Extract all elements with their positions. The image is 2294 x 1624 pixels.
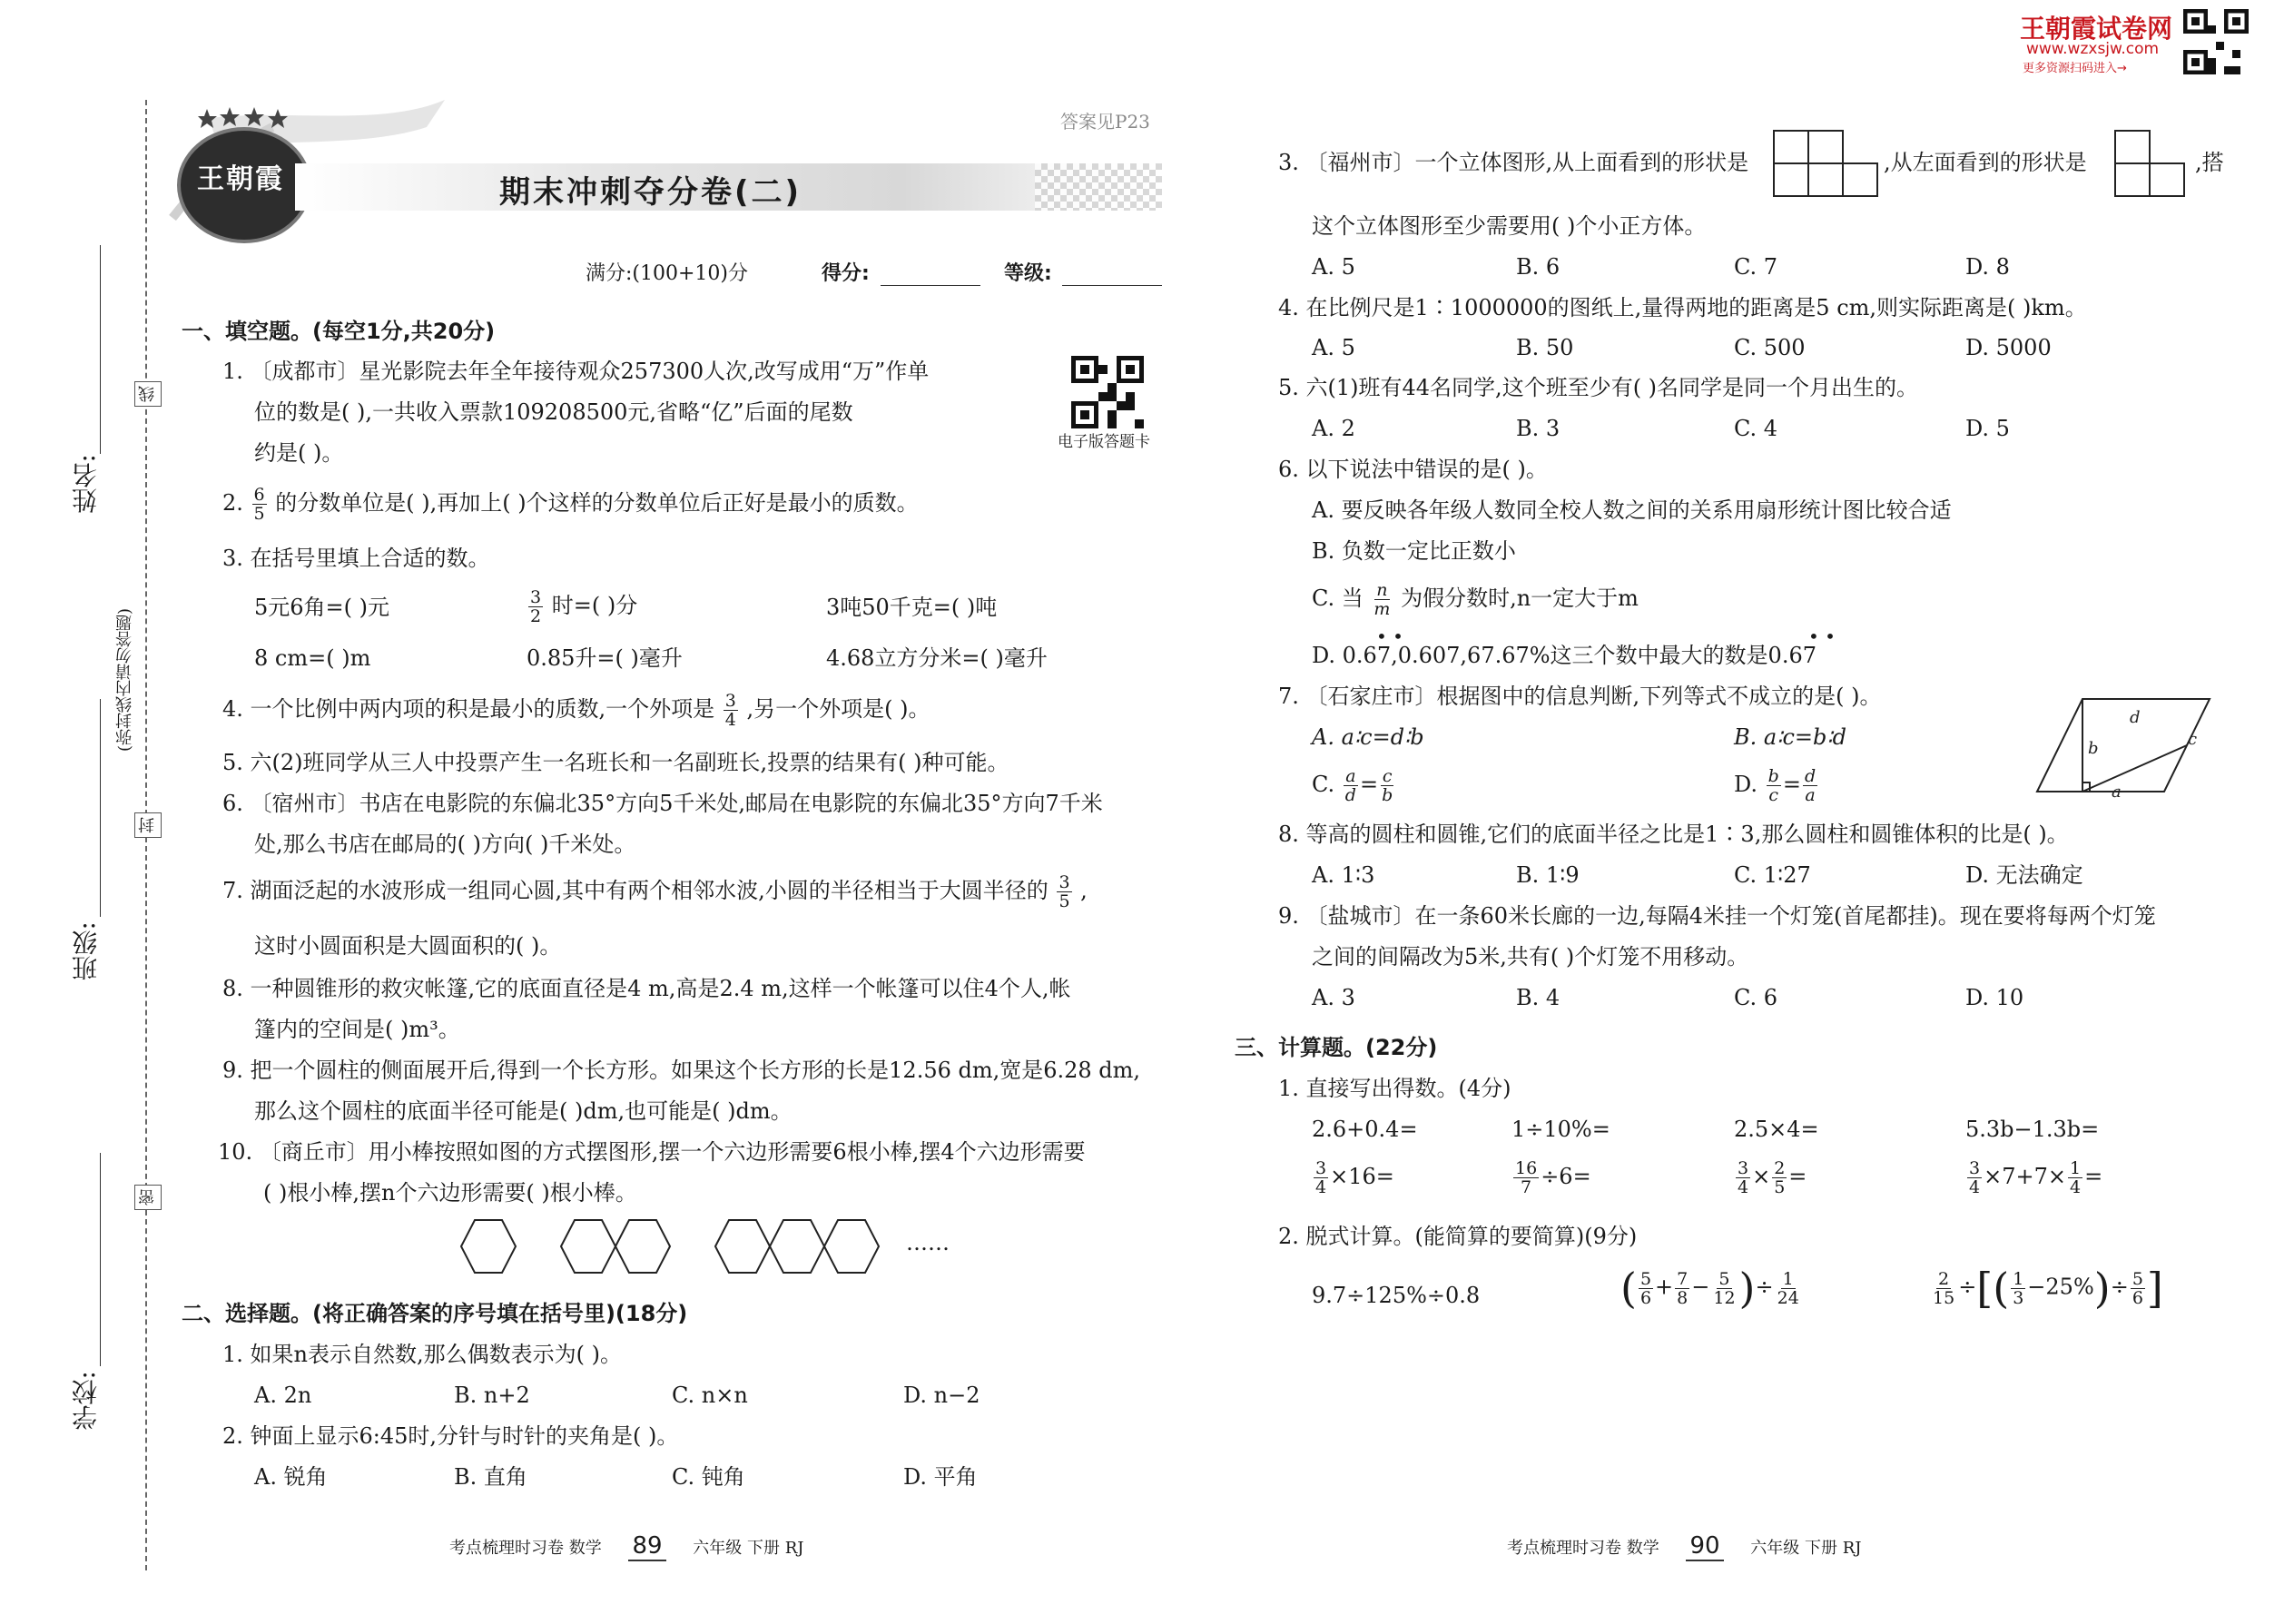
s2-q7-option-b[interactable]: B. a∶c=b∶d <box>1734 724 1846 750</box>
checker-pattern <box>1035 163 1162 211</box>
s3-q1: 1. 直接写出得数。(4分) <box>1278 1076 1511 1101</box>
class-label: 班级: <box>71 921 101 981</box>
left-view-figure <box>2113 129 2188 198</box>
page-number: 89 <box>628 1532 665 1561</box>
s2-q6-option-d[interactable]: D. 0.67,0.607,67.67%这三个数中最大的数是0.67 <box>1312 643 1816 668</box>
s2-q8-option[interactable]: D. 无法确定 <box>1965 862 2083 888</box>
fraction: $\frac{3}{4}$ <box>1315 1158 1327 1197</box>
seal-note: (弥封线内请勿答题) <box>115 608 134 753</box>
school-blank-line <box>100 1153 101 1366</box>
operator: ×7+7× <box>1984 1164 2066 1189</box>
s2-q7: 7. 〔石家庄市〕根据图中的信息判断,下列等式不成立的是( )。 <box>1278 684 1882 709</box>
fraction: $\frac{5}{12}$ <box>1713 1268 1736 1308</box>
operator: × <box>1752 1164 1771 1189</box>
s1-q2 <box>222 486 919 523</box>
s1-q3-c: 3吨50千克=( )吨 <box>826 595 998 620</box>
q3-b-text: 时=( )分 <box>551 593 638 618</box>
fraction: $\frac{5}{6}$ <box>1639 1268 1652 1308</box>
fraction: $\frac{3}{4}$ <box>1738 1158 1749 1197</box>
expr-2: ( $\frac{5}{6}$ + $\frac{7}{8}$ − $\frac{5}{12}$ )÷ $\frac{1}{24}$ <box>1620 1264 1799 1313</box>
s1-q3-f: 4.68立方分米=( )毫升 <box>826 645 1048 671</box>
s2-q9-line2: 之间的间隔改为5米,共有( )个灯笼不用移动。 <box>1312 944 1749 969</box>
page-number: 90 <box>1686 1532 1723 1561</box>
seal-mark-mi: 密 <box>134 1185 162 1210</box>
score-blank[interactable] <box>881 285 980 286</box>
score-label: 得分: <box>822 262 870 285</box>
s1-q6-line2: 处,那么书店在邮局的( )方向( )千米处。 <box>254 832 636 857</box>
s2-q3-line1 <box>1278 147 1748 178</box>
s2-q3-post: ,搭 <box>2195 150 2224 175</box>
s2-q5-option[interactable]: A. 2 <box>1312 416 1355 441</box>
s1-q9-line2: 那么这个圆柱的底面半径可能是( )dm,也可能是( )dm。 <box>254 1098 793 1124</box>
repeating-dot-mark: • • <box>1376 625 1403 647</box>
fig-label: d <box>2130 708 2141 727</box>
brand-subtitle: 更多资源扫码进入→ <box>2023 62 2127 75</box>
calc-tail: ÷6= <box>1541 1164 1591 1189</box>
fraction: $\frac{16}{7}$ <box>1515 1158 1538 1197</box>
s1-q3-d: 8 cm=( )m <box>254 645 371 671</box>
calc-item <box>1511 1159 1591 1196</box>
s2-q3-mid: ,从左面看到的形状是 <box>1884 150 2087 175</box>
seal-mark-feng: 封 <box>134 812 162 838</box>
s2-q5-option[interactable]: B. 3 <box>1516 416 1561 441</box>
s1-q1-line1: 1. 〔成都市〕星光影院去年全年接待观众257300人次,改写成用“万”作单 <box>222 359 930 384</box>
calc-item: 1÷10%= <box>1511 1117 1610 1142</box>
qr-code-icon[interactable] <box>1071 356 1144 428</box>
s2-q9-option[interactable]: B. 4 <box>1516 985 1561 1010</box>
q3-text: 3. 〔福州市〕一个立体图形,从上面看到的形状是 <box>1278 150 1749 175</box>
s1-q3-b <box>527 588 637 625</box>
fraction: $\frac{3}{4}$ <box>724 691 736 730</box>
s3-q2: 2. 脱式计算。(能简算的要简算)(9分) <box>1278 1224 1638 1249</box>
s1-q8-line1: 8. 一种圆锥形的救灾帐篷,它的底面直径是4 m,高是2.4 m,这样一个帐篷可以住4个人,帐 <box>222 976 1071 1001</box>
s1-q7-line1 <box>222 873 1088 910</box>
fraction: $\frac{2}{5}$ <box>1774 1158 1786 1197</box>
s2-q1-option[interactable]: B. n+2 <box>454 1383 530 1408</box>
s2-q6-option-c[interactable] <box>1312 581 1639 618</box>
logo-text: 王朝霞 <box>197 163 284 195</box>
s2-q9-option[interactable]: D. 10 <box>1965 985 2024 1010</box>
section2-heading: 二、选择题。(将正确答案的序号填在括号里)(18分) <box>182 1301 688 1326</box>
s2-q4-option[interactable]: B. 50 <box>1516 335 1574 360</box>
parallelogram-figure <box>2032 690 2213 799</box>
footer-grade: 六年级 下册 RJ <box>693 1539 804 1558</box>
qr-caption: 电子版答题卡 <box>1058 433 1150 451</box>
calc-item <box>1965 1159 2102 1196</box>
s1-q1-line3: 约是( )。 <box>254 440 344 466</box>
footer-series: 考点梳理时习卷 数学 <box>1507 1539 1659 1558</box>
s2-q2-option[interactable]: A. 锐角 <box>254 1464 328 1490</box>
s2-q8-option[interactable]: B. 1∶9 <box>1516 862 1580 888</box>
fraction: $\frac{1}{24}$ <box>1777 1268 1799 1308</box>
name-blank-line <box>100 245 101 454</box>
q2-text: 的分数单位是( ),再加上( )个这样的分数单位后正好是最小的质数。 <box>275 490 919 516</box>
s1-q6-line1: 6. 〔宿州市〕书店在电影院的东偏北35°方向5千米处,邮局在电影院的东偏北35°方向7千米 <box>222 791 1103 816</box>
s1-q4 <box>222 692 930 729</box>
footer-right <box>1507 1532 1862 1560</box>
s2-q4-option[interactable]: A. 5 <box>1312 335 1355 360</box>
calc-tail: = <box>2084 1164 2103 1189</box>
s2-q4: 4. 在比例尺是1∶1000000的图纸上,量得两地的距离是5 cm,则实际距离是( )km。 <box>1278 295 2087 320</box>
q4-text: 4. 一个比例中两内项的积是最小的质数,一个外项是 <box>222 696 715 722</box>
fraction: $\frac{c}{b}$ <box>1382 766 1393 805</box>
q4-text-post: ,另一个外项是( )。 <box>746 696 930 722</box>
operator: ÷ <box>2110 1274 2129 1300</box>
s2-q1: 1. 如果n表示自然数,那么偶数表示为( )。 <box>222 1342 622 1367</box>
q7-text: 7. 湖面泛起的水波形成一组同心圆,其中有两个相邻水波,小圆的半径相当于大圆半径的 <box>222 878 1049 903</box>
fig-label: c <box>2188 730 2198 749</box>
fraction: $\frac{3}{2}$ <box>530 587 542 626</box>
fraction: $\frac{6}{5}$ <box>253 485 265 524</box>
operator: ÷ <box>1958 1274 1977 1300</box>
q7-text-post: , <box>1080 878 1088 903</box>
s1-q8-line2: 篷内的空间是( )m³。 <box>254 1017 460 1042</box>
s2-q2-option[interactable]: D. 平角 <box>903 1464 978 1490</box>
s1-q10-line2: ( )根小棒,摆n个六边形需要( )根小棒。 <box>263 1180 637 1206</box>
footer-left <box>449 1532 804 1560</box>
s1-q3-e: 0.85升=( )毫升 <box>527 645 683 671</box>
calc-item <box>1734 1159 1807 1196</box>
exam-title: 期末冲刺夺分卷(二) <box>499 174 802 211</box>
s2-q7-option-d[interactable]: D. $\frac{b}{c}$ = $\frac{d}{a}$ <box>1734 766 1816 805</box>
fig-label: b <box>2088 739 2099 758</box>
name-label: 姓名: <box>71 454 101 514</box>
s2-q2: 2. 钟面上显示6:45时,分针与时针的夹角是( )。 <box>222 1423 679 1449</box>
seal-mark-xian: 线 <box>134 381 162 407</box>
expr-1: 9.7÷125%÷0.8 <box>1312 1283 1481 1308</box>
fraction: $\frac{n}{m}$ <box>1373 580 1391 619</box>
fraction: $\frac{a}{d}$ <box>1344 766 1356 805</box>
s2-q6: 6. 以下说法中错误的是( )。 <box>1278 457 1548 482</box>
brand-site: www.wzxsjw.com <box>2026 40 2160 58</box>
s2-q5-option[interactable]: D. 5 <box>1965 416 2010 441</box>
option-letter: C. <box>1312 772 1335 797</box>
grade-blank[interactable] <box>1062 285 1162 286</box>
s2-q9-line1: 9. 〔盐城市〕在一条60米长廊的一边,每隔4米挂一个灯笼(首尾都挂)。现在要将每两个灯笼 <box>1278 903 2156 929</box>
s1-q3-a: 5元6角=( )元 <box>254 595 390 620</box>
fraction: $\frac{1}{4}$ <box>2069 1158 2082 1197</box>
fraction: $\frac{b}{c}$ <box>1767 766 1779 805</box>
fig-label: a <box>2112 782 2122 799</box>
s1-q10-line1: 10. 〔商丘市〕用小棒按照如图的方式摆图形,摆一个六边形需要6根小棒,摆4个六边形需要 <box>218 1139 1086 1165</box>
repeating-dot-mark: • • <box>1808 625 1836 647</box>
s2-q7-option-a[interactable]: A. a∶c=d∶b <box>1312 724 1424 750</box>
class-blank-line <box>100 699 101 917</box>
s2-q8-option[interactable]: A. 1∶3 <box>1312 862 1375 888</box>
s2-q6-option-b[interactable]: B. 负数一定比正数小 <box>1312 538 1516 564</box>
fraction: $\frac{5}{6}$ <box>2132 1268 2143 1308</box>
brand-qr-icon[interactable] <box>2183 9 2249 74</box>
section1-heading: 一、填空题。(每空1分,共20分) <box>182 319 496 344</box>
calc-item <box>1312 1159 1394 1196</box>
s2-q1-option[interactable]: D. n−2 <box>903 1383 980 1408</box>
grade-label: 等级: <box>1004 262 1052 285</box>
s2-q9-option[interactable]: A. 3 <box>1312 985 1355 1010</box>
s2-q2-option[interactable]: B. 直角 <box>454 1464 527 1490</box>
section3-heading: 三、计算题。(22分) <box>1235 1035 1438 1060</box>
footer-grade: 六年级 下册 RJ <box>1750 1539 1862 1558</box>
answer-reference: 答案见P23 <box>1060 111 1150 133</box>
s2-q3-option[interactable]: D. 8 <box>1965 254 2010 280</box>
footer-series: 考点梳理时习卷 数学 <box>449 1539 602 1558</box>
q2-number: 2. <box>222 490 243 516</box>
top-view-figure <box>1772 129 1881 198</box>
calc-item: 5.3b−1.3b= <box>1965 1117 2100 1142</box>
full-marks: 满分:(100+10)分 <box>586 262 748 285</box>
fraction: $\frac{d}{a}$ <box>1804 766 1816 805</box>
fraction: $\frac{7}{8}$ <box>1677 1268 1689 1308</box>
fraction: $\frac{1}{3}$ <box>2013 1268 2024 1308</box>
s1-q7-line2: 这时小圆面积是大圆面积的( )。 <box>254 933 562 959</box>
s2-q1-option[interactable]: C. n×n <box>672 1383 748 1408</box>
s2-q3-line2: 这个立体图形至少需要用( )个小正方体。 <box>1312 213 1707 239</box>
s1-q1-line2: 位的数是( ),一共收入票款109208500元,省略“亿”后面的尾数 <box>254 399 853 425</box>
s2-q3-option[interactable]: B. 6 <box>1516 254 1561 280</box>
s2-q8: 8. 等高的圆柱和圆锥,它们的底面半径之比是1∶3,那么圆柱和圆锥体积的比是( )。 <box>1278 822 2069 847</box>
s2-q4-option[interactable]: C. 500 <box>1734 335 1806 360</box>
calc-item: 2.5×4= <box>1734 1117 1819 1142</box>
s2-q6-option-a[interactable]: A. 要反映各年级人数同全校人数之间的关系用扇形统计图比较合适 <box>1312 497 1952 523</box>
s2-q4-option[interactable]: D. 5000 <box>1965 335 2052 360</box>
s1-q9-line1: 9. 把一个圆柱的侧面展开后,得到一个长方形。如果这个长方形的长是12.56 dm,宽是6.28 dm, <box>222 1058 1141 1083</box>
q6c-text: C. 当 <box>1312 586 1364 611</box>
fraction: $\frac{2}{15}$ <box>1933 1268 1955 1308</box>
fraction: $\frac{3}{5}$ <box>1058 872 1070 911</box>
q6c-text-post: 为假分数时,n一定大于m <box>1401 586 1639 611</box>
calc-item: 2.6+0.4= <box>1312 1117 1418 1142</box>
operator: ÷ <box>1755 1274 1774 1300</box>
s1-q3: 3. 在括号里填上合适的数。 <box>222 546 490 571</box>
s2-q2-option[interactable]: C. 钝角 <box>672 1464 745 1490</box>
calc-tail: = <box>1788 1164 1807 1189</box>
hexagon-ellipsis: …… <box>906 1230 950 1255</box>
brand-logo: 王朝霞试卷网 <box>2020 14 2173 44</box>
s2-q3-option[interactable]: A. 5 <box>1312 254 1355 280</box>
calc-tail: ×16= <box>1330 1164 1394 1189</box>
star-icon <box>198 107 289 129</box>
s2-q7-option-c[interactable]: C. $\frac{a}{d}$ = $\frac{c}{b}$ <box>1312 766 1393 805</box>
s2-q5-option[interactable]: C. 4 <box>1734 416 1778 441</box>
operator: − <box>1691 1274 1710 1300</box>
s2-q9-option[interactable]: C. 6 <box>1734 985 1778 1010</box>
school-label: 学校: <box>71 1371 101 1431</box>
s2-q3-option[interactable]: C. 7 <box>1734 254 1778 280</box>
hexagon-pattern-figure <box>454 1215 962 1278</box>
fraction: $\frac{3}{4}$ <box>1969 1158 1981 1197</box>
expr-3: $\frac{2}{15}$ ÷[( $\frac{1}{3}$ −25%)÷ $\frac{5}{6}$ ] <box>1933 1264 2163 1313</box>
operator: + <box>1655 1274 1674 1300</box>
operator: −25% <box>2027 1274 2094 1300</box>
s2-q1-option[interactable]: A. 2n <box>254 1383 312 1408</box>
option-letter: D. <box>1734 772 1758 797</box>
s2-q5: 5. 六(1)班有44名同学,这个班至少有( )名同学是同一个月出生的。 <box>1278 375 1919 400</box>
s1-q5: 5. 六(2)班同学从三人中投票产生一名班长和一名副班长,投票的结果有( )种可能。 <box>222 750 1009 775</box>
s2-q8-option[interactable]: C. 1∶27 <box>1734 862 1811 888</box>
